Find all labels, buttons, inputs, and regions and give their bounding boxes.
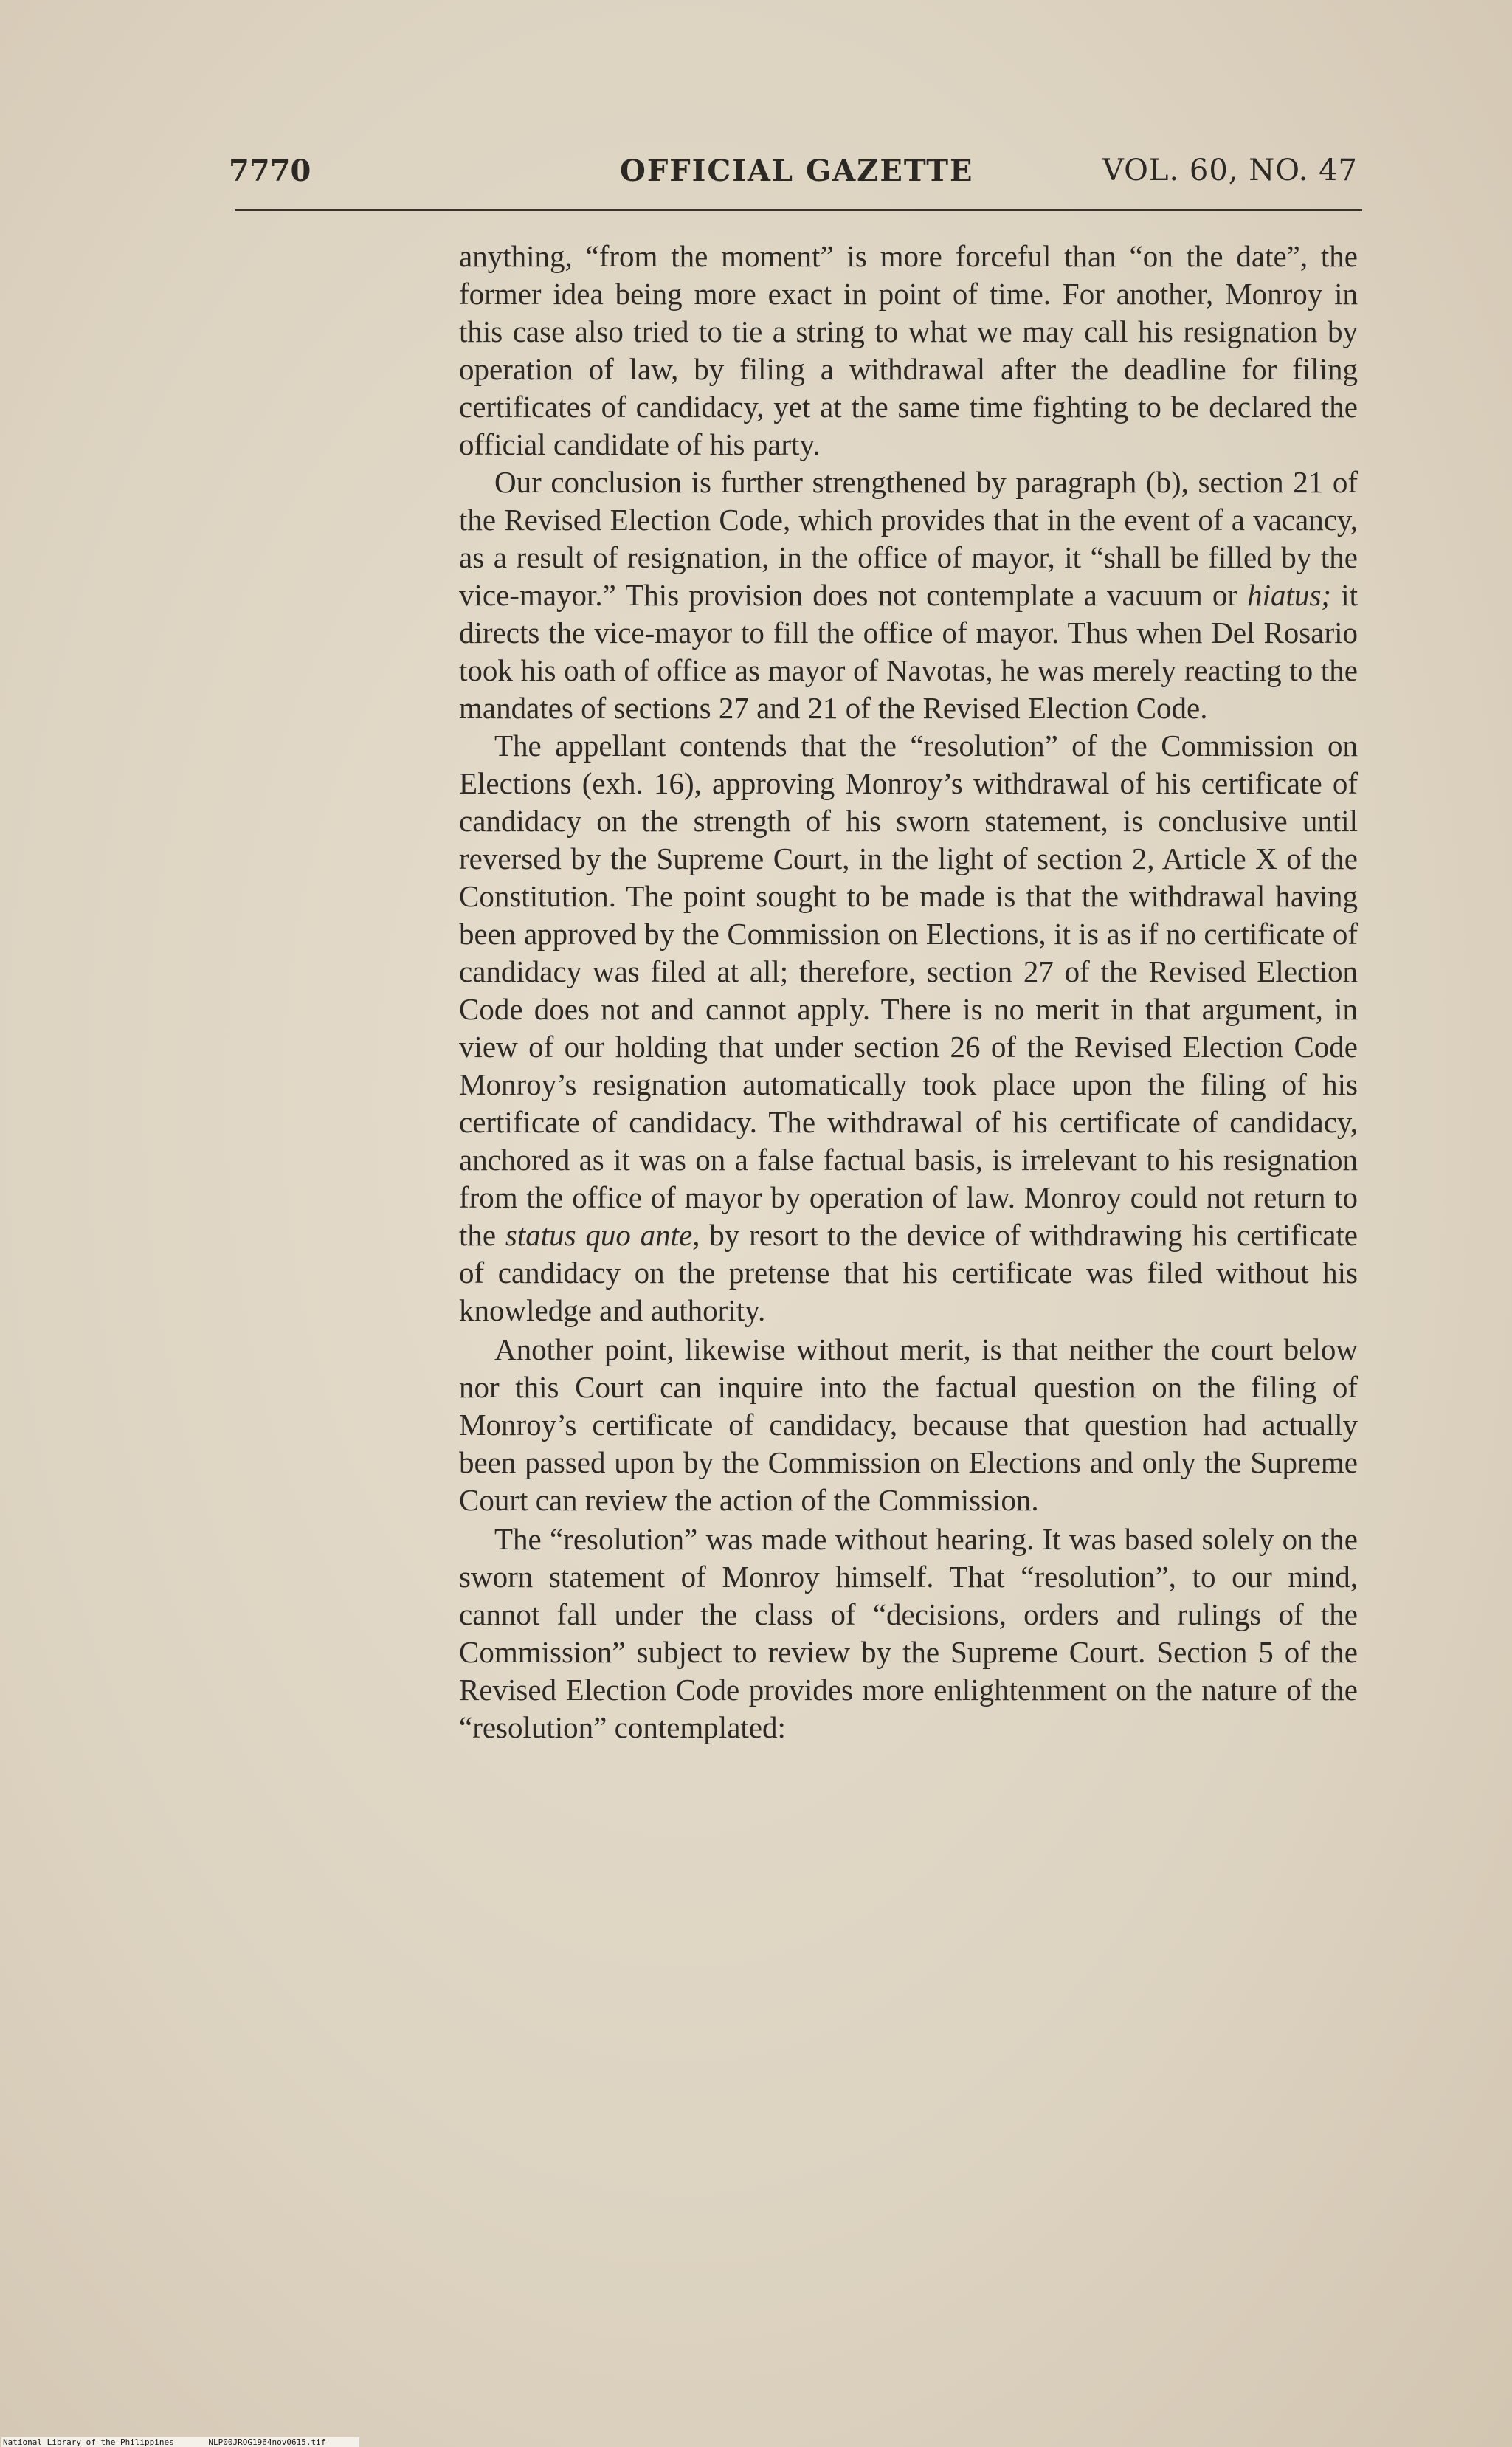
publication-title: OFFICIAL GAZETTE xyxy=(620,154,974,188)
header-rule xyxy=(235,209,1362,211)
paragraph-3 xyxy=(459,727,1358,1329)
scan-footer xyxy=(1,2437,359,2447)
volume-issue: VOL. 60, NO. 47 xyxy=(1102,154,1358,187)
paragraph-3-text-a: The appellant contends that the “resolution” of the Commission on Elections (exh. 16), approving Monroy’s withdrawal of his certificate of candidacy on the strength of his sworn statement, is conclusive until reversed by the Supreme Court, in the light of section 2, Article X of the Constitution. The point sought to be made is that the withdrawal having been approved by the Commission on Elections, it is as if no certificate of candidacy was filed at all; therefore, section 27 of the Revised Election Code does not and cannot apply. There is no merit in that argument, in view of our holding that under section 26 of the Revised Election Code Monroy’s resignation automatically took place upon the filing of his certificate of candidacy. The withdrawal of his certificate of candidacy, anchored as it was on a false factual basis, is irrelevant to his resignation from the office of mayor by operation of law. Monroy could not return to the xyxy=(459,729,1358,1252)
paragraph-2-text-a: Our conclusion is further strengthened by paragraph (b), section 21 of the Revised Election Code, which provides that in the event of a vacancy, as a result of resignation, in the office of mayor, it “shall be filled by the vice-mayor.” This provision does not contemplate a vacuum or xyxy=(459,465,1358,612)
paragraph-5: The “resolution” was made without hearing. It was based solely on the sworn statement of Monroy himself. That “resolution”, to our mind, cannot fall under the class of “decisions, orders and rulings of the Commission” subject to review by the Supreme Court. Section 5 of the Revised Election Code provides more enlightenment on the nature of the “resolution” contemplated: xyxy=(459,1522,1358,1744)
footer-file: NLP00JROG1964nov0615.tif xyxy=(208,2437,326,2447)
paragraph-2-italic: hiatus; xyxy=(1247,578,1332,612)
page-header xyxy=(229,154,1358,198)
paragraph-2-text-b: it directs the vice-mayor to fill the office of mayor. Thus when Del Rosario took his oath of office as mayor of Navotas, he was merely reacting to the mandates of sections 27 and 21 of the Revised Election Code. xyxy=(459,578,1358,725)
paragraph-3-text-b: by resort to the device of withdrawing his certificate of candidacy on the pretense that his certificate was filed without his knowledge and authority. xyxy=(459,1218,1358,1327)
page-number: 7770 xyxy=(229,154,311,188)
body-text xyxy=(459,238,1358,1746)
footer-source: National Library of the Philippines xyxy=(3,2437,174,2447)
paragraph-3-italic: status quo ante, xyxy=(505,1218,700,1252)
paragraph-4: Another point, likewise without merit, is that neither the court below nor this Court can inquire into the factual question on the filing of Monroy’s certificate of candidacy, because that question had actually been passed upon by the Commission on Elections and only the Supreme Court can review the action of the Commission. xyxy=(459,1332,1358,1517)
paragraph-2 xyxy=(459,464,1358,727)
paragraph-1: anything, “from the moment” is more forceful than “on the date”, the former idea being more exact in point of time. For another, Monroy in this case also tried to tie a string to what we may call his resignation by operation of law, by filing a withdrawal after the deadline for filing certificates of candidacy, yet at the same time fighting to be declared the official candidate of his party. xyxy=(459,239,1358,461)
